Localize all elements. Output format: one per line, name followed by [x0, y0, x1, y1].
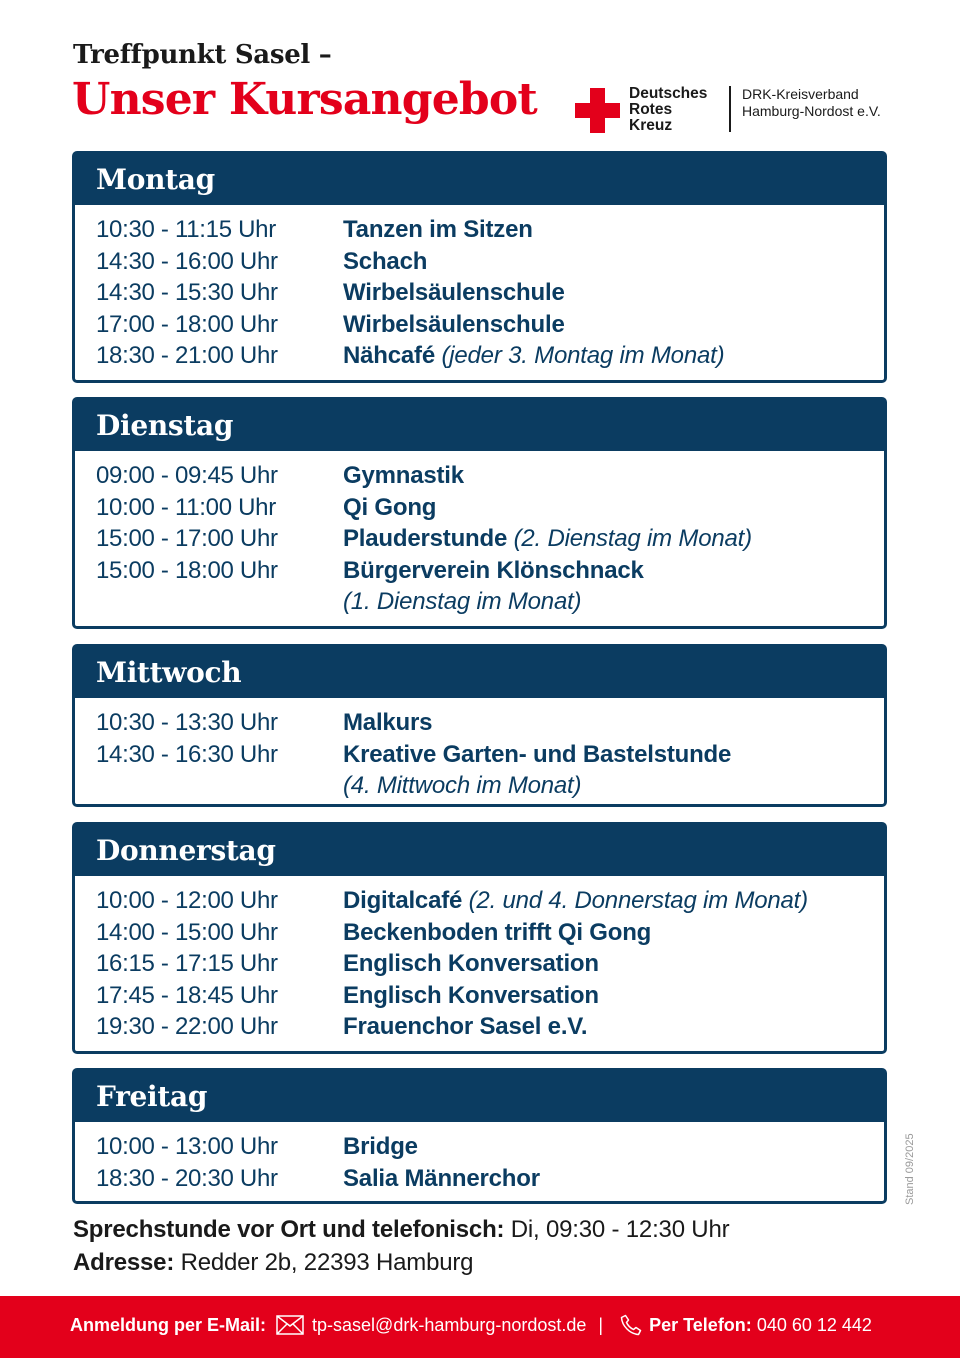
- time-range: 17:45 - 18:45 Uhr: [96, 981, 278, 1009]
- course-note: (2. Dienstag im Monat): [513, 525, 752, 553]
- email-label: Anmeldung per E-Mail:: [70, 1314, 267, 1335]
- email-link[interactable]: tp-sasel@drk-hamburg-nordost.de: [312, 1314, 587, 1335]
- consultation-hours: [73, 1216, 729, 1244]
- course-note: (4. Mittwoch im Monat): [343, 772, 582, 800]
- course-title: Beckenboden trifft Qi Gong: [343, 918, 652, 946]
- day-card-freitag: [72, 1068, 887, 1204]
- page-subtitle: Treffpunkt Sasel –: [73, 40, 332, 70]
- time-range: 15:00 - 17:00 Uhr: [96, 525, 278, 553]
- day-heading: Freitag: [75, 1071, 884, 1122]
- time-range: 10:00 - 13:00 Uhr: [96, 1133, 278, 1160]
- course-title: Digitalcafé: [343, 887, 463, 914]
- schedule-row: [75, 739, 884, 771]
- schedule-row: [75, 770, 884, 802]
- time-range: 17:00 - 18:00 Uhr: [96, 310, 278, 338]
- schedule-row: [75, 460, 884, 492]
- course-title: Englisch Konversation: [343, 981, 599, 1009]
- address-label: Adresse:: [73, 1249, 175, 1276]
- time-range: 14:30 - 15:30 Uhr: [96, 279, 278, 307]
- day-card-dienstag: [72, 397, 887, 629]
- time-range: 15:00 - 18:00 Uhr: [96, 556, 278, 584]
- time-range: 19:30 - 22:00 Uhr: [96, 1013, 278, 1041]
- schedule-row: [75, 523, 884, 555]
- logo-brand: [629, 86, 707, 134]
- course-note: (1. Dienstag im Monat): [343, 588, 582, 616]
- logo-brand-line: Deutsches: [629, 85, 708, 102]
- course-title: Nähcafé: [343, 342, 435, 370]
- course-name: [343, 523, 752, 555]
- course-name: [343, 309, 565, 341]
- course-title: Frauenchor Sasel e.V.: [343, 1013, 588, 1041]
- schedule-row: [75, 586, 884, 618]
- course-name: [343, 340, 724, 372]
- course-name: [343, 707, 432, 739]
- page-title: Unser Kursangebot: [72, 74, 537, 125]
- consultation-value: Di, 09:30 - 12:30 Uhr: [504, 1216, 730, 1243]
- stand-date: Stand 09/2025: [904, 1133, 916, 1205]
- schedule-row: [75, 980, 884, 1012]
- course-title: Bridge: [343, 1133, 418, 1160]
- course-name: [343, 948, 599, 980]
- course-title: Schach: [343, 247, 428, 275]
- schedule-row: [75, 246, 884, 278]
- course-title: Qi Gong: [343, 493, 437, 521]
- day-card-donnerstag: [72, 822, 887, 1054]
- course-name: [343, 555, 644, 587]
- schedule-row: [75, 1011, 884, 1043]
- course-title: Gymnastik: [343, 462, 464, 489]
- day-heading: Dienstag: [75, 400, 884, 451]
- schedule-row: [75, 1163, 884, 1195]
- course-name: [343, 1011, 587, 1043]
- day-card-montag: [72, 151, 887, 383]
- course-name: [343, 1131, 418, 1163]
- course-name: [343, 917, 651, 949]
- course-name: [343, 277, 565, 309]
- schedule-row: [75, 214, 884, 246]
- course-note: (2. und 4. Donnerstag im Monat): [468, 887, 808, 914]
- course-name: [343, 980, 599, 1012]
- schedule-row: [75, 917, 884, 949]
- logo-association-line: Hamburg-Nordost e.V.: [742, 103, 881, 119]
- course-title: Plauderstunde: [343, 525, 508, 553]
- phone-number[interactable]: 040 60 12 442: [756, 1314, 872, 1335]
- course-name: [343, 586, 581, 618]
- phone-label: Per Telefon:: [649, 1314, 752, 1335]
- course-name: [343, 460, 464, 492]
- day-heading: Mittwoch: [75, 647, 884, 698]
- logo-brand-line: Kreuz: [629, 117, 673, 134]
- day-heading: Donnerstag: [75, 825, 884, 876]
- logo-association: [742, 86, 881, 120]
- course-title: Tanzen im Sitzen: [343, 216, 533, 243]
- course-name: [343, 1163, 540, 1195]
- course-name: [343, 770, 581, 802]
- day-card-mittwoch: [72, 644, 887, 807]
- course-name: [343, 739, 731, 771]
- course-title: Salia Männerchor: [343, 1164, 540, 1192]
- footer-bar: [0, 1296, 960, 1358]
- schedule-row: [75, 948, 884, 980]
- logo-association-line: DRK-Kreisverband: [742, 86, 859, 102]
- course-name: [343, 214, 533, 246]
- time-range: 16:15 - 17:15 Uhr: [96, 950, 278, 978]
- time-range: 18:30 - 21:00 Uhr: [96, 342, 278, 370]
- schedule-row: [75, 340, 884, 372]
- logo-divider: [729, 86, 731, 132]
- drk-logo: [575, 86, 895, 136]
- phone-icon: [619, 1313, 643, 1337]
- course-title: Wirbelsäulenschule: [343, 310, 565, 338]
- time-range: 10:00 - 11:00 Uhr: [96, 493, 276, 521]
- time-range: 18:30 - 20:30 Uhr: [96, 1164, 278, 1192]
- course-name: [343, 246, 427, 278]
- schedule-row: [75, 277, 884, 309]
- schedule-row: [75, 1131, 884, 1163]
- course-title: Malkurs: [343, 709, 433, 736]
- address-value: Redder 2b, 22393 Hamburg: [174, 1249, 474, 1276]
- time-range: 14:00 - 15:00 Uhr: [96, 918, 278, 946]
- time-range: 09:00 - 09:45 Uhr: [96, 462, 278, 489]
- time-range: 14:30 - 16:00 Uhr: [96, 247, 278, 275]
- consultation-label: Sprechstunde vor Ort und telefonisch:: [73, 1216, 505, 1243]
- time-range: 10:30 - 13:30 Uhr: [96, 709, 278, 736]
- day-heading: Montag: [75, 154, 884, 205]
- schedule-row: [75, 555, 884, 587]
- time-range: 10:00 - 12:00 Uhr: [96, 887, 278, 914]
- time-range: 14:30 - 16:30 Uhr: [96, 740, 278, 768]
- schedule-row: [75, 492, 884, 524]
- course-name: [343, 492, 436, 524]
- schedule-row: [75, 885, 884, 917]
- schedule-row: [75, 707, 884, 739]
- course-title: Englisch Konversation: [343, 950, 599, 978]
- schedule-row: [75, 309, 884, 341]
- footer-divider: |: [598, 1314, 604, 1335]
- course-note: (jeder 3. Montag im Monat): [441, 342, 725, 370]
- time-range: 10:30 - 11:15 Uhr: [96, 216, 276, 243]
- course-title: Wirbelsäulenschule: [343, 279, 565, 307]
- address: [73, 1249, 473, 1277]
- course-title: Kreative Garten- und Bastelstunde: [343, 740, 732, 768]
- course-title: Bürgerverein Klönschnack: [343, 556, 644, 584]
- logo-brand-line: Rotes: [629, 101, 673, 118]
- envelope-icon: [276, 1315, 304, 1335]
- red-cross-icon: [575, 88, 620, 133]
- course-name: [343, 885, 808, 917]
